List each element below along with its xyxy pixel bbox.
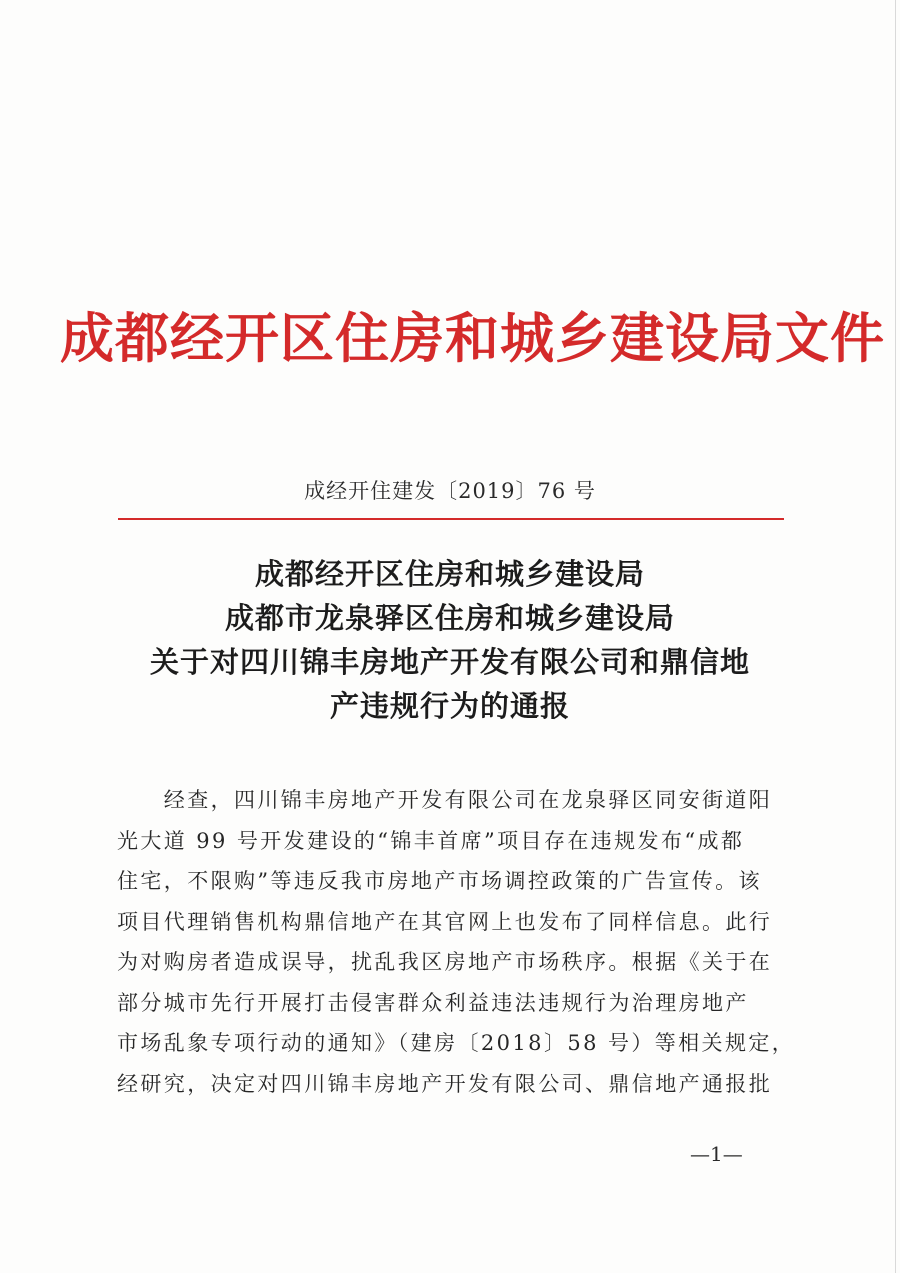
body-line: 经查，四川锦丰房地产开发有限公司在龙泉驿区同安街道阳 <box>117 788 773 812</box>
subject-line: 产违规行为的通报 <box>329 689 570 723</box>
subject-line: 成都经开区住房和城乡建设局 <box>254 557 645 591</box>
body-line: 部分城市先行开展打击侵害群众利益违法违规行为治理房地产 <box>117 990 749 1015</box>
subject-line: 成都市龙泉驿区住房和城乡建设局 <box>224 601 675 635</box>
subject-line: 关于对四川锦丰房地产开发有限公司和鼎信地 <box>149 645 750 679</box>
page-number: —1— <box>690 1142 743 1166</box>
notice-subject <box>100 552 800 728</box>
red-header-title: 成都经开区住房和城乡建设局文件 <box>60 306 885 370</box>
body-line: 项目代理销售机构鼎信地产在其官网上也发布了同样信息。此行 <box>117 909 773 934</box>
red-separator-line <box>118 518 784 520</box>
body-line: 光大道 99 号开发建设的“锦丰首席”项目存在违规发布“成都 <box>117 828 745 853</box>
body-line: 市场乱象专项行动的通知》（建房〔2018〕58 号）等相关规定， <box>117 1031 796 1055</box>
body-line: 经研究，决定对四川锦丰房地产开发有限公司、鼎信地产通报批 <box>117 1071 773 1096</box>
body-paragraph <box>117 780 796 1104</box>
body-line: 住宅，不限购”等违反我市房地产市场调控政策的广告宣传。该 <box>117 869 762 893</box>
document-number: 成经开住建发〔2019〕76 号 <box>304 479 596 503</box>
body-line: 为对购房者造成误导，扰乱我区房地产市场秩序。根据《关于在 <box>117 950 773 974</box>
page-edge-line <box>895 0 896 1273</box>
